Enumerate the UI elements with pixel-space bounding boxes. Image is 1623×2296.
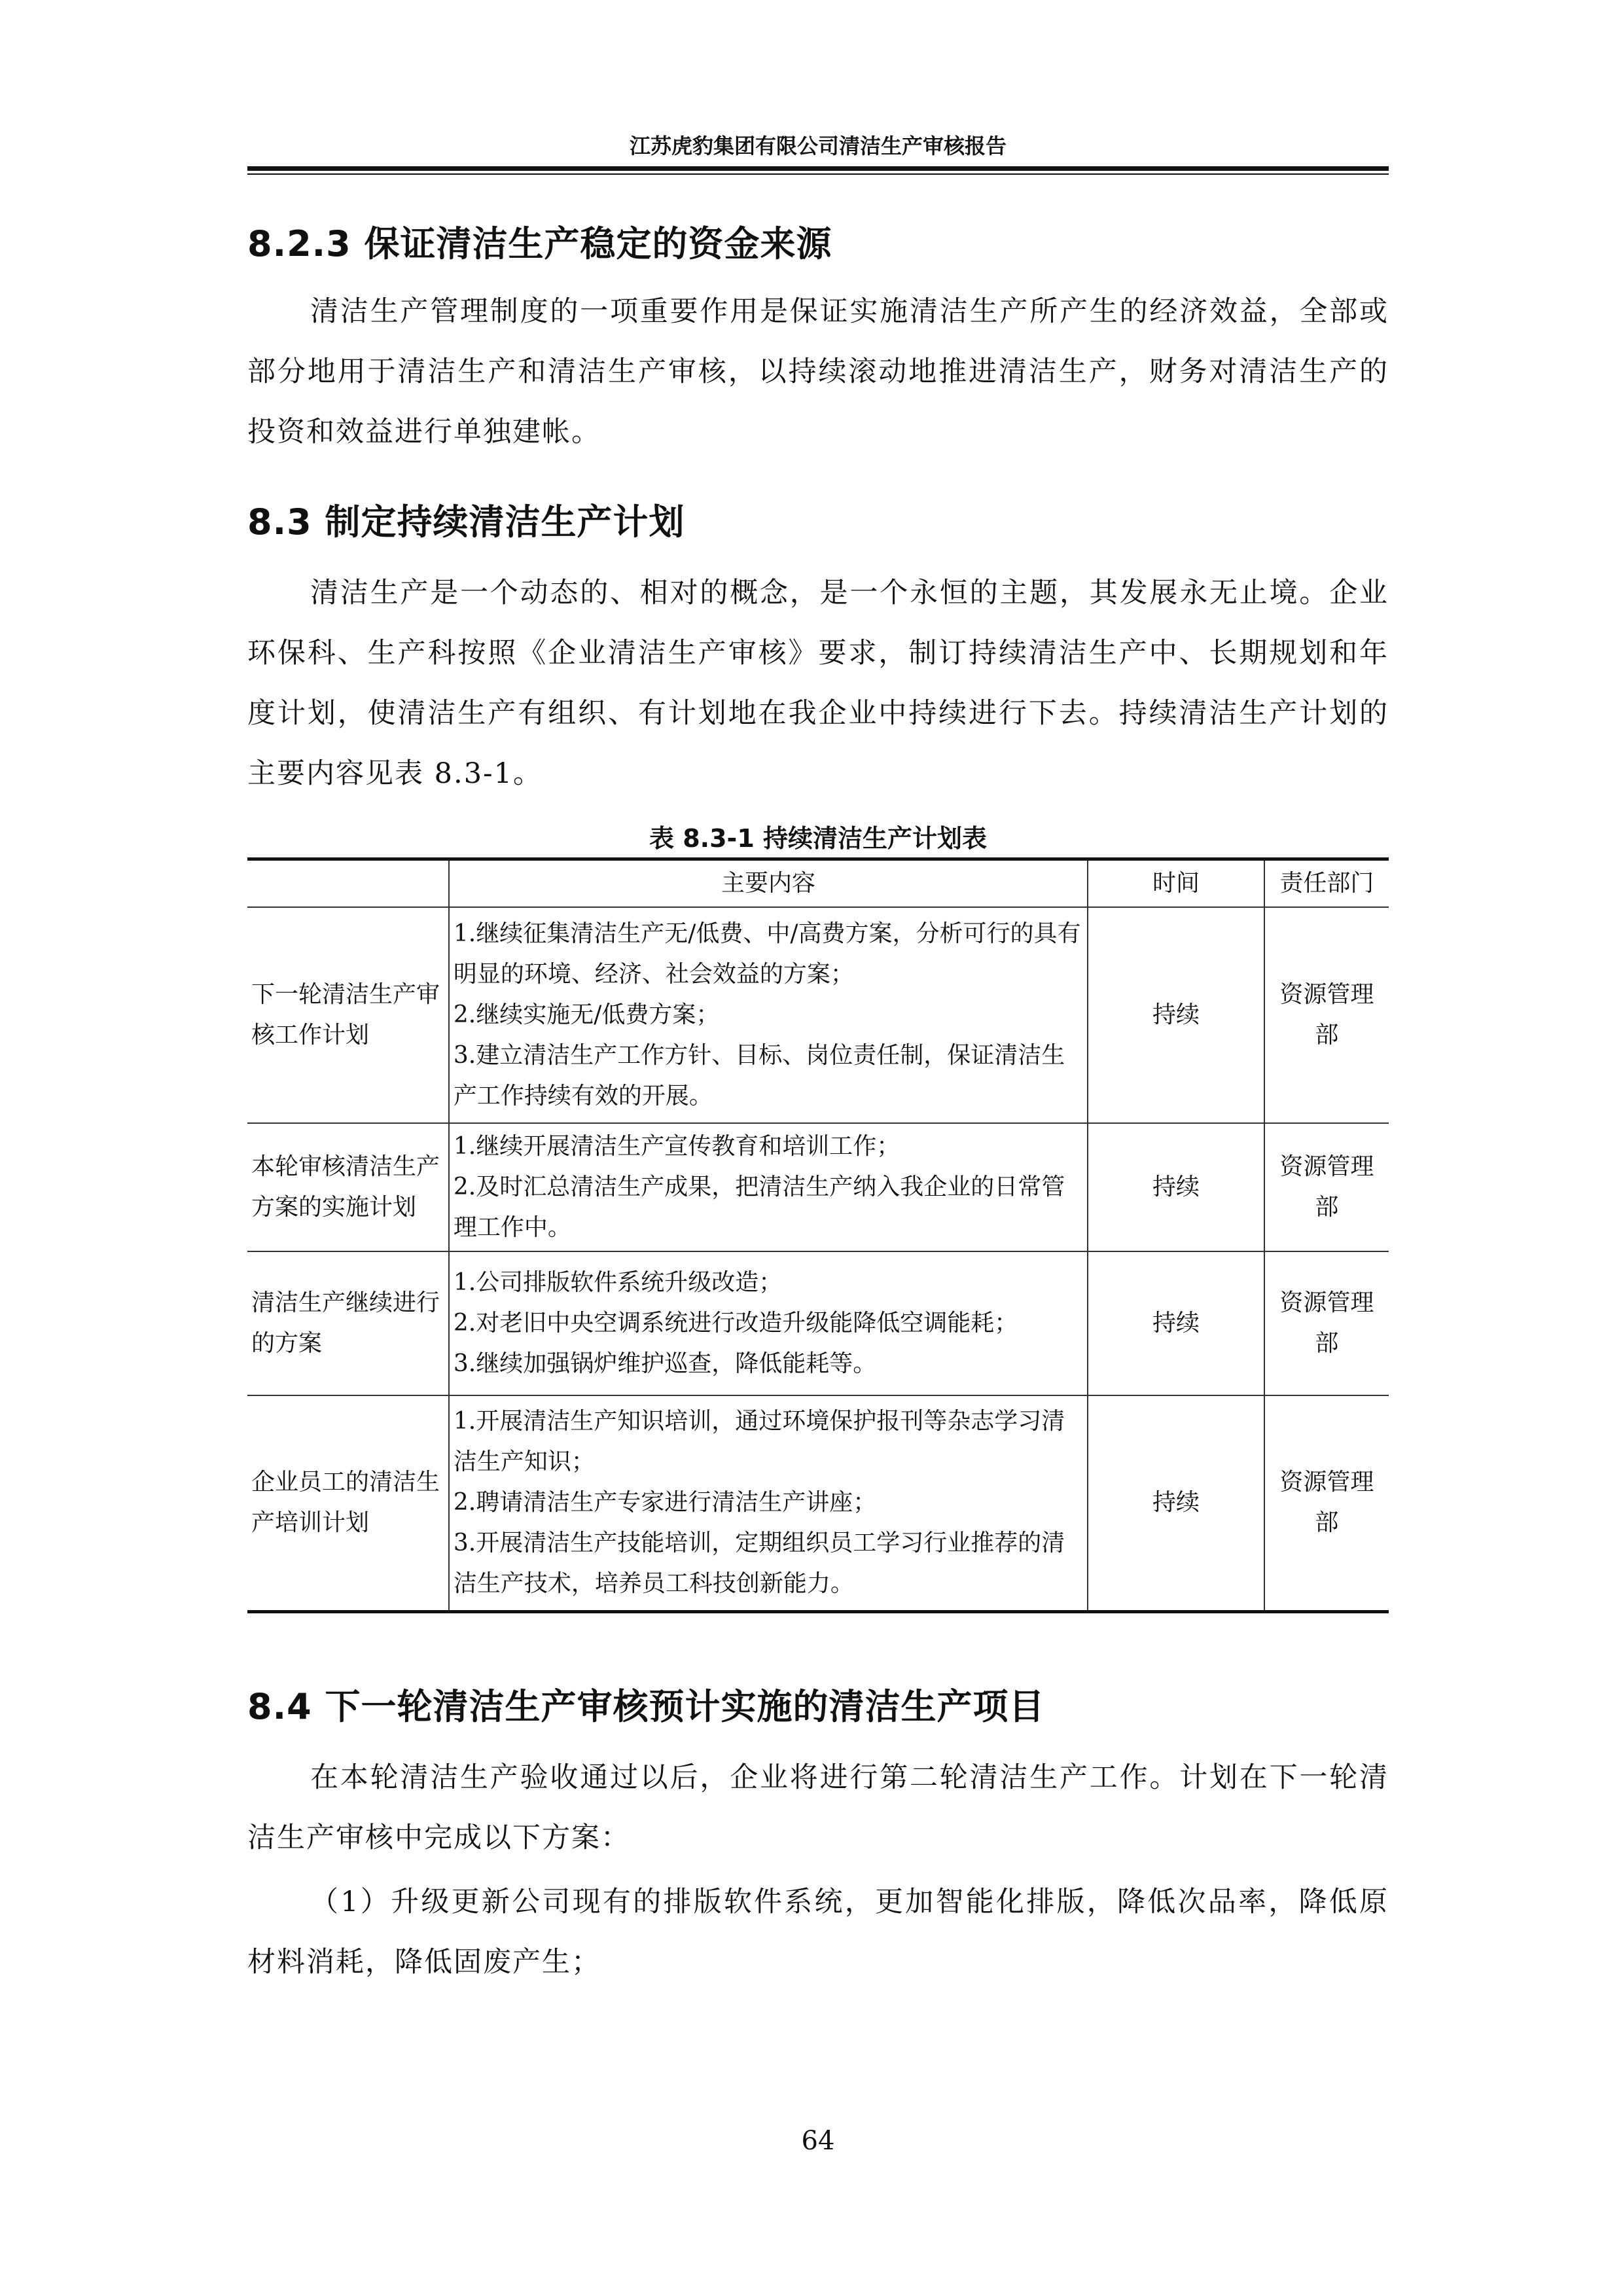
row-time-cell: 持续: [1088, 1123, 1264, 1251]
content-item: 2.继续实施无/低费方案；: [453, 1001, 720, 1028]
plan-table: [247, 857, 1389, 1613]
row-name-cell: 企业员工的清洁生产培训计划: [247, 1395, 449, 1611]
table-header-row: [247, 859, 1389, 908]
table-row: [247, 1395, 1389, 1611]
row-content-cell: [449, 1395, 1088, 1611]
row-dept-cell: 资源管理部: [1264, 1395, 1389, 1611]
content-item: 1.继续征集清洁生产无/低费、中/高费方案，分析可行的具有明显的环境、经济、社会效益的方案；: [453, 920, 1081, 988]
table-caption: 表 8.3-1 持续清洁生产计划表: [649, 824, 987, 853]
row-dept-cell: 资源管理部: [1264, 1251, 1389, 1395]
content-item: 1.继续开展清洁生产宣传教育和培训工作；: [453, 1133, 901, 1160]
section-8-4-item-1: （1）升级更新公司现有的排版软件系统，更加智能化排版，降低次品率，降低原材料消耗，降低固废产生；: [247, 1886, 1389, 1979]
row-dept-cell: 资源管理部: [1264, 907, 1389, 1123]
section-8-3-body: 清洁生产是一个动态的、相对的概念，是一个永恒的主题，其发展永无止境。企业环保科、生产科按照《企业清洁生产审核》要求，制订持续清洁生产中、长期规划和年度计划，使清洁生产有组织、有计划地在我企业中持续进行下去。持续清洁生产计划的主要内容见表 8.3-1。: [247, 577, 1389, 790]
table-row: [247, 907, 1389, 1123]
page-header-title: 江苏虎豹集团有限公司清洁生产审核报告: [629, 134, 1007, 158]
header-cell-content: 主要内容: [449, 859, 1088, 908]
section-8-4-body: 在本轮清洁生产验收通过以后，企业将进行第二轮清洁生产工作。计划在下一轮清洁生产审核中完成以下方案：: [247, 1761, 1389, 1854]
content-item: 3.建立清洁生产工作方针、目标、岗位责任制，保证清洁生产工作持续有效的开展。: [453, 1042, 1065, 1109]
content-item: 2.及时汇总清洁生产成果，把清洁生产纳入我企业的日常管理工作中。: [453, 1174, 1065, 1241]
header-cell-name: [247, 859, 449, 908]
header-rule: [247, 166, 1389, 171]
row-name-cell: 本轮审核清洁生产方案的实施计划: [247, 1123, 449, 1251]
row-content-cell: [449, 1123, 1088, 1251]
content-item: 3.开展清洁生产技能培训，定期组织员工学习行业推荐的清洁生产技术，培养员工科技创新能力。: [453, 1530, 1065, 1598]
row-name-cell: 下一轮清洁生产审核工作计划: [247, 907, 449, 1123]
row-dept-cell: 资源管理部: [1264, 1123, 1389, 1251]
content-item: 2.聘请清洁生产专家进行清洁生产讲座；: [453, 1489, 877, 1516]
content-item: 3.继续加强锅炉维护巡查，降低能耗等。: [453, 1350, 877, 1377]
content-item: 2.对老旧中央空调系统进行改造升级能降低空调能耗；: [453, 1310, 1018, 1336]
section-8-3-heading: 8.3 制定持续清洁生产计划: [247, 501, 685, 543]
content-item: 1.公司排版软件系统升级改造；: [453, 1269, 783, 1296]
table-row: [247, 1251, 1389, 1395]
row-time-cell: 持续: [1088, 1395, 1264, 1611]
row-content-cell: [449, 907, 1088, 1123]
section-8-2-3-body: 清洁生产管理制度的一项重要作用是保证实施清洁生产所产生的经济效益，全部或部分地用于清洁生产和清洁生产审核，以持续滚动地推进清洁生产，财务对清洁生产的投资和效益进行单独建帐。: [247, 295, 1389, 448]
section-8-2-3-heading: 8.2.3 保证清洁生产稳定的资金来源: [247, 223, 832, 264]
content-item: 1.开展清洁生产知识培训，通过环境保护报刊等杂志学习清洁生产知识；: [453, 1408, 1065, 1476]
row-content-cell: [449, 1251, 1088, 1395]
row-time-cell: 持续: [1088, 907, 1264, 1123]
row-time-cell: 持续: [1088, 1251, 1264, 1395]
header-cell-time: 时间: [1088, 859, 1264, 908]
page-number: 64: [801, 2126, 835, 2156]
row-name-cell: 清洁生产继续进行的方案: [247, 1251, 449, 1395]
header-rule-thin: [247, 173, 1389, 175]
table-row: [247, 1123, 1389, 1251]
section-8-4-heading: 8.4 下一轮清洁生产审核预计实施的清洁生产项目: [247, 1686, 1045, 1727]
header-cell-dept: 责任部门: [1264, 859, 1389, 908]
